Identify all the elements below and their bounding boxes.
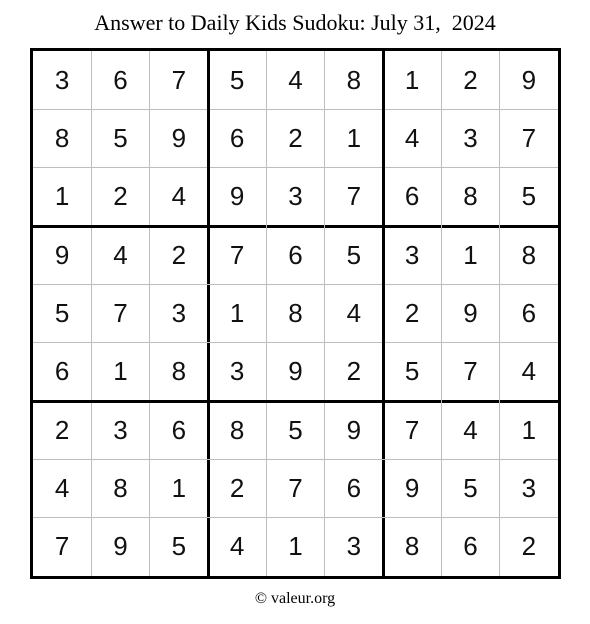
sudoku-cell: 1 [463, 239, 478, 270]
sudoku-cell: 4 [521, 356, 537, 387]
sudoku-cell: 7 [346, 181, 362, 212]
sudoku-cell: 2 [288, 122, 303, 153]
sudoku-cell: 7 [404, 414, 420, 445]
sudoku-cell: 2 [404, 297, 420, 328]
sudoku-cell: 1 [346, 122, 362, 153]
sudoku-cell: 6 [404, 181, 420, 212]
sudoku-cell: 8 [346, 64, 362, 95]
sudoku-cell: 1 [404, 64, 420, 95]
sudoku-cell: 5 [404, 356, 420, 387]
sudoku-cell: 8 [113, 472, 128, 503]
sudoku-cell: 3 [404, 239, 420, 270]
sudoku-cell: 4 [346, 297, 362, 328]
sudoku-cell: 2 [171, 239, 187, 270]
sudoku-cell: 8 [54, 122, 70, 153]
sudoku-cell: 3 [346, 531, 362, 562]
sudoku-cell: 4 [229, 531, 245, 562]
sudoku-cell: 3 [54, 64, 70, 95]
sudoku-cell: 3 [171, 297, 187, 328]
sudoku-cell: 3 [288, 181, 303, 212]
sudoku-cell: 5 [113, 122, 128, 153]
sudoku-cell: 9 [171, 122, 187, 153]
sudoku-cell: 4 [463, 414, 478, 445]
sudoku-cell: 9 [288, 356, 303, 387]
sudoku-board [30, 48, 561, 579]
sudoku-cell: 7 [54, 531, 70, 562]
sudoku-cell: 2 [113, 181, 128, 212]
sudoku-cell: 8 [229, 414, 245, 445]
sudoku-cell: 2 [229, 472, 245, 503]
sudoku-cell: 9 [404, 472, 420, 503]
sudoku-cell: 6 [463, 531, 478, 562]
sudoku-cell: 9 [346, 414, 362, 445]
sudoku-cell: 8 [404, 531, 420, 562]
sudoku-cell: 9 [521, 64, 537, 95]
sudoku-cell: 1 [288, 531, 303, 562]
page-title: Answer to Daily Kids Sudoku: July 31, 2024 [94, 10, 496, 35]
sudoku-cell: 6 [288, 239, 303, 270]
sudoku-cell: 4 [404, 122, 420, 153]
sudoku-cell: 2 [521, 531, 537, 562]
sudoku-cell: 7 [288, 472, 303, 503]
sudoku-cell: 5 [463, 472, 478, 503]
sudoku-cell: 5 [54, 297, 70, 328]
sudoku-cell: 4 [171, 181, 187, 212]
copyright-footer: © valeur.org [254, 590, 336, 607]
sudoku-cell: 3 [113, 414, 128, 445]
sudoku-cell: 3 [521, 472, 537, 503]
sudoku-cell: 2 [346, 356, 362, 387]
sudoku-cell: 6 [113, 64, 128, 95]
sudoku-cell: 3 [229, 356, 245, 387]
sudoku-cell: 4 [288, 64, 303, 95]
sudoku-cell: 4 [113, 239, 128, 270]
sudoku-cell: 1 [171, 472, 187, 503]
sudoku-cell: 6 [54, 356, 70, 387]
sudoku-cell: 8 [521, 239, 537, 270]
sudoku-cell: 1 [521, 414, 537, 445]
sudoku-cell: 7 [171, 64, 187, 95]
sudoku-cell: 6 [521, 297, 537, 328]
sudoku-cell: 7 [229, 239, 245, 270]
sudoku-cell: 5 [288, 414, 303, 445]
sudoku-cell: 8 [288, 297, 303, 328]
sudoku-cell: 5 [521, 181, 537, 212]
sudoku-cell: 1 [113, 356, 128, 387]
sudoku-cell: 2 [463, 64, 478, 95]
sudoku-cell: 9 [463, 297, 478, 328]
sudoku-cell: 7 [521, 122, 537, 153]
sudoku-cell: 6 [346, 472, 362, 503]
sudoku-cell: 5 [346, 239, 362, 270]
sudoku-cell: 1 [54, 181, 70, 212]
sudoku-cell: 6 [229, 122, 245, 153]
sudoku-cell: 8 [171, 356, 187, 387]
sudoku-cell: 7 [113, 297, 128, 328]
sudoku-cell: 1 [229, 297, 245, 328]
sudoku-cell: 7 [463, 356, 478, 387]
sudoku-cell: 9 [54, 239, 70, 270]
sudoku-cell: 6 [171, 414, 187, 445]
sudoku-cell: 2 [54, 414, 70, 445]
sudoku-cell: 5 [171, 531, 187, 562]
sudoku-cell: 5 [229, 64, 245, 95]
sudoku-cell: 3 [463, 122, 478, 153]
sudoku-cell: 8 [463, 181, 478, 212]
sudoku-cell: 9 [113, 531, 128, 562]
sudoku-cell: 4 [54, 472, 70, 503]
sudoku-cell: 9 [229, 181, 245, 212]
